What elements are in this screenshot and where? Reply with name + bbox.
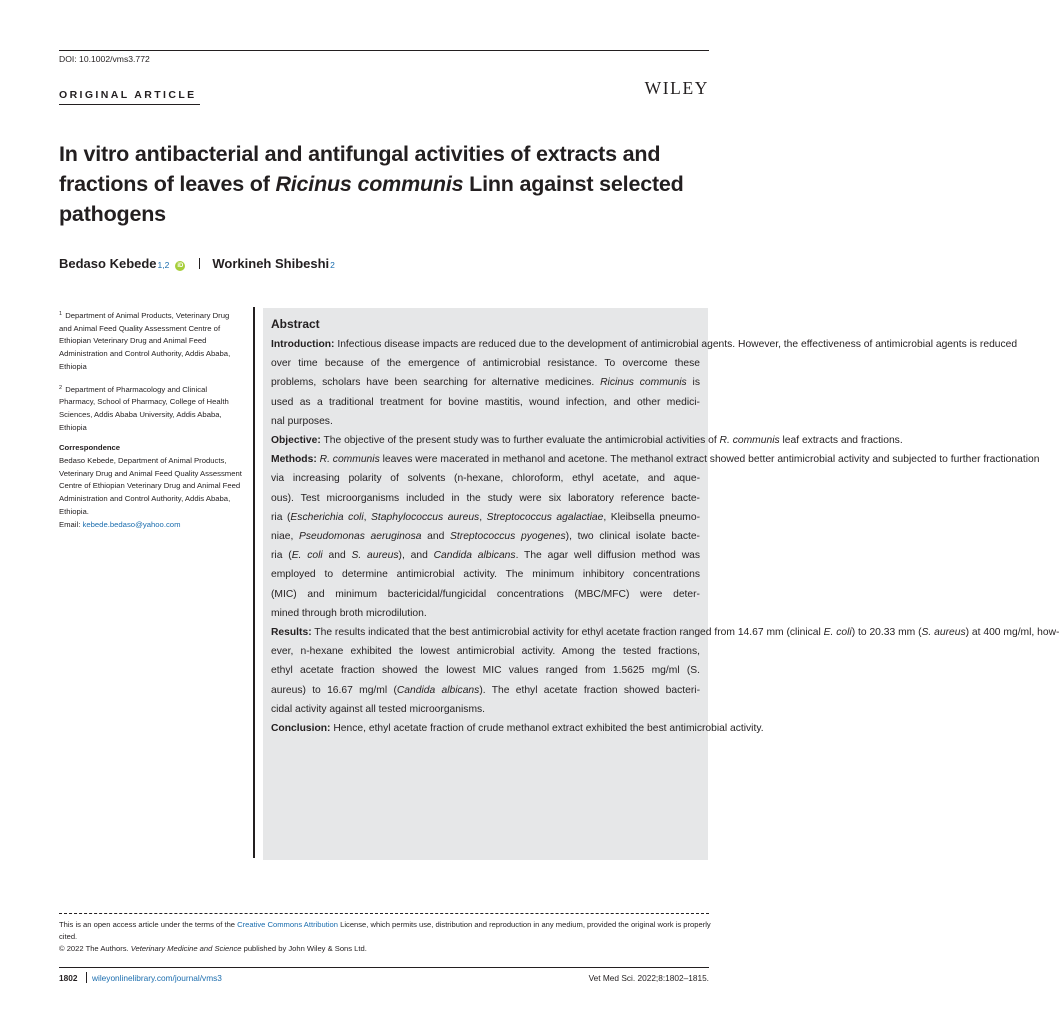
abstract-line: Introduction: Infectious disease impacts are reduced due to the development of antimicrobial agents. However, the effectiveness of antimicrobial agents is reduced	[271, 339, 1018, 350]
affiliation-text: Department of Animal Products, Veterinary Drug and Animal Feed Quality Assessment Centre of Ethiopian Veterinary Drug and Animal Feed Administration and Control Authority, Addis Ababa, Ethiopia	[59, 311, 231, 371]
abstract-heading: Abstract	[271, 317, 320, 331]
abstract-box	[263, 308, 1059, 860]
author-separator	[199, 258, 200, 269]
correspondence-heading: Correspondence	[59, 443, 121, 453]
title-line-1: In vitro antibacterial and antifungal activities of extracts and	[59, 142, 661, 166]
sidebar-column	[59, 308, 243, 531]
copyright-publisher: published by John Wiley & Sons Ltd.	[241, 944, 367, 953]
footer-citation: Vet Med Sci. 2022;8:1802–1815.	[588, 973, 709, 983]
license-text-post: License, which permits use, distribution and reproduction in any medium, provided the original work is properly cited.	[59, 920, 711, 941]
page-number: 1802	[59, 973, 78, 983]
copyright-journal: Veterinary Medicine and Science	[130, 944, 242, 953]
abstract-line: Objective: The objective of the present study was to further evaluate the antimicrobial activities of R. communis leaf extracts and fractions.	[271, 435, 903, 447]
author-affiliation-sup[interactable]: 1,2	[157, 260, 170, 270]
license-divider	[59, 913, 709, 914]
abstract-line: mined through broth microdilution.	[271, 607, 427, 619]
publisher-logo: WILEY	[644, 78, 709, 98]
article-type-rule	[59, 104, 200, 105]
correspondence-block	[59, 455, 243, 531]
abstract-body	[271, 335, 1059, 738]
article-title	[59, 139, 699, 229]
correspondence-text: Bedaso Kebede, Department of Animal Products, Veterinary Drug and Animal Feed Quality Assessment Centre of Ethiopian Veterinary Drug and Animal Feed Administration and Control Authority, Addis Ababa, Ethiopia.	[59, 456, 242, 516]
abstract-line: aureus) to 16.67 mg/ml (Candida albicans). The ethyl acetate fraction showed bacteri-	[271, 684, 700, 696]
title-line-3: pathogens	[59, 202, 166, 226]
abstract-line: ous). Test microorganisms included in the study were six laboratory reference bacte-	[271, 492, 700, 504]
affiliation	[59, 382, 243, 435]
affiliation	[59, 308, 243, 374]
abstract-line: nal purposes.	[271, 415, 333, 427]
copyright-text: © 2022 The Authors.	[59, 944, 131, 953]
affiliation-text: Department of Pharmacology and Clinical Pharmacy, School of Pharmacy, College of Health Sciences, Addis Ababa University, Addis Ababa, Ethiopia	[59, 384, 229, 432]
journal-url-link[interactable]: wileyonlinelibrary.com/journal/vms3	[92, 973, 222, 983]
affiliation-number: 2	[59, 384, 63, 391]
author-name[interactable]: Workineh Shibeshi	[212, 256, 330, 271]
abstract-line: Conclusion: Hence, ethyl acetate fraction of crude methanol extract exhibited the best antimicrobial activity.	[271, 723, 764, 735]
author-affiliation-sup[interactable]: 2	[330, 260, 335, 270]
title-line-2-pre: fractions of leaves of	[59, 172, 276, 196]
abstract-line: Methods: R. communis leaves were macerated in methanol and acetone. The methanol extract showed better antimicrobial activity and subjected to further fractionation	[271, 454, 1040, 466]
abstract-line: Results: The results indicated that the best antimicrobial activity for ethyl acetate fraction ranged from 14.67 mm (clinical E. coli) to 20.33 mm (S. aureus) at 400 mg/ml, how-	[271, 627, 1059, 639]
title-line-2-post: Linn against selected	[463, 172, 684, 196]
abstract-line: over time because of the emergence of antimicrobial resistance. To overcome these	[271, 358, 700, 370]
doi: DOI: 10.1002/vms3.772	[59, 54, 150, 64]
abstract-line: employed to determine antimicrobial activity. The minimum inhibitory concentrations	[271, 569, 700, 581]
abstract-line: ria (E. coli and S. aureus), and Candida albicans. The agar well diffusion method was	[271, 550, 700, 562]
author-list	[59, 256, 335, 272]
abstract-line: (MIC) and minimum bactericidal/fungicidal concentrations (MBC/MFC) were deter-	[271, 588, 700, 600]
affiliation-number: 1	[59, 311, 63, 317]
email-link[interactable]: kebede.bedaso@yahoo.com	[82, 519, 181, 529]
email-label: Email:	[59, 519, 83, 529]
abstract-line: ethyl acetate fraction showed the lowest MIC values ranged from 1.5625 mg/ml (S.	[271, 665, 700, 677]
abstract-line: niae, Pseudomonas aeruginosa and Streptococcus pyogenes), two clinical isolate bacte-	[271, 531, 700, 543]
footer-rule	[59, 967, 709, 968]
article-type: ORIGINAL ARTICLE	[59, 89, 197, 101]
abstract-line: problems, scholars have been searching for alternative medicines. Ricinus communis is	[271, 377, 700, 389]
abstract-line: cidal activity against all tested microorganisms.	[271, 703, 486, 715]
license-link[interactable]: Creative Commons Attribution	[237, 920, 338, 929]
top-rule	[59, 50, 709, 51]
abstract-line: used as a traditional treatment for bovine mastitis, wound infection, and other medici-	[271, 396, 700, 408]
footer-separator	[86, 972, 87, 983]
abstract-line: via increasing polarity of solvents (n-hexane, chloroform, ethyl acetate, and aque-	[271, 473, 700, 485]
column-divider	[253, 307, 255, 858]
license-notice	[59, 919, 714, 955]
author-name[interactable]: Bedaso Kebede	[59, 256, 157, 271]
license-text: This is an open access article under the terms of the	[59, 920, 238, 929]
abstract-line: ever, n-hexane exhibited the lowest antimicrobial activity. Among the tested fractions,	[271, 646, 700, 658]
title-species: Ricinus communis	[275, 172, 464, 196]
orcid-icon[interactable]: iD	[177, 263, 184, 269]
abstract-line: ria (Escherichia coli, Staphylococcus aureus, Streptococcus agalactiae, Kleibsella pneumo-	[271, 511, 700, 523]
